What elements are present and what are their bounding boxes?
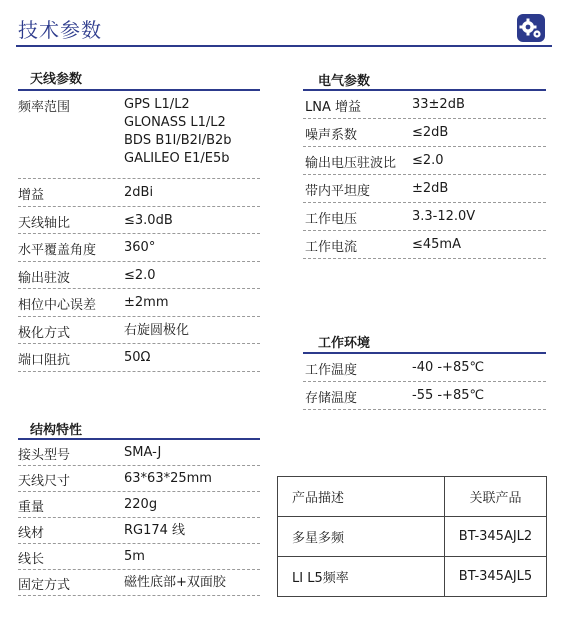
spec-row	[18, 570, 260, 596]
spec-value-line: 3.3-12.0V	[412, 209, 476, 224]
spec-value-line: GLONASS L1/L2	[124, 115, 226, 130]
page-title: 技术参数	[18, 18, 102, 42]
spec-value	[124, 574, 260, 592]
spec-row	[303, 175, 546, 203]
spec-value-line: -55 -+85℃	[412, 388, 485, 403]
spec-label: 输出电压驻波比	[305, 156, 397, 171]
spec-value	[124, 322, 260, 340]
spec-value-line: GPS L1/L2	[124, 97, 190, 112]
product-header-related: 关联产品	[445, 477, 547, 517]
spec-row	[18, 518, 260, 544]
product-model: BT-345AJL5	[445, 557, 547, 597]
product-header-description: 产品描述	[278, 477, 445, 517]
spec-value	[412, 96, 546, 114]
spec-label: 端口阻抗	[18, 353, 71, 368]
spec-row	[18, 179, 260, 207]
spec-value-line: ≤2.0	[412, 153, 444, 168]
spec-value-line: BDS B1I/B2I/B2b	[124, 133, 232, 148]
spec-row	[303, 119, 546, 147]
spec-value-line: 磁性底部+双面胶	[124, 575, 226, 590]
spec-value	[124, 184, 260, 202]
spec-value-line: ≤2dB	[412, 125, 449, 140]
spec-value	[124, 349, 260, 367]
spec-row	[303, 147, 546, 175]
spec-label: 噪声系数	[305, 128, 358, 143]
product-model: BT-345AJL2	[445, 517, 547, 557]
antenna-table	[18, 91, 260, 372]
spec-value-line: RG174 线	[124, 523, 186, 538]
spec-label: 重量	[18, 500, 45, 515]
spec-row	[18, 317, 260, 345]
spec-label: 固定方式	[18, 578, 71, 593]
spec-row	[18, 466, 260, 492]
spec-value	[412, 359, 546, 377]
product-table-header	[278, 477, 547, 517]
spec-label: 天线尺寸	[18, 474, 71, 489]
spec-label: 线长	[18, 552, 45, 567]
spec-value	[124, 294, 260, 312]
spec-value-line: ≤45mA	[412, 237, 461, 252]
spec-value-line: 63*63*25mm	[124, 471, 212, 486]
spec-label: 接头型号	[18, 448, 71, 463]
structure-section-title: 结构特性	[30, 423, 83, 438]
spec-row	[18, 207, 260, 235]
spec-value-line: ≤3.0dB	[124, 212, 173, 228]
spec-value	[412, 387, 546, 405]
spec-value-line: 33±2dB	[412, 97, 465, 112]
spec-value-line: -40 -+85℃	[412, 360, 485, 375]
spec-row	[18, 440, 260, 466]
spec-label: 带内平坦度	[305, 184, 371, 199]
spec-value	[124, 96, 260, 168]
spec-value-line: ±2dB	[412, 181, 449, 196]
spec-row	[303, 231, 546, 259]
spec-label: 频率范围	[18, 100, 71, 115]
spec-value-line: 5m	[124, 549, 145, 564]
spec-value-line: 220g	[124, 497, 158, 512]
product-row	[278, 557, 547, 597]
spec-row	[18, 344, 260, 372]
spec-row	[18, 234, 260, 262]
spec-label: 增益	[18, 188, 45, 203]
spec-row	[18, 544, 260, 570]
spec-label: 工作电流	[305, 240, 358, 255]
spec-value-line: ±2mm	[124, 295, 169, 310]
spec-row	[18, 91, 260, 179]
spec-label: 输出驻波	[18, 270, 71, 286]
spec-value	[412, 180, 546, 198]
product-description: 多星多频	[278, 517, 445, 557]
product-description: LI L5频率	[278, 557, 445, 597]
environment-table	[303, 354, 546, 410]
spec-label: 相位中心误差	[18, 298, 97, 313]
spec-value	[412, 236, 546, 254]
spec-value-line: 右旋圆极化	[124, 322, 190, 338]
spec-value	[124, 522, 260, 540]
spec-label: 线材	[18, 526, 45, 541]
product-table	[277, 476, 547, 597]
spec-value	[124, 496, 260, 514]
spec-row	[303, 354, 546, 382]
electrical-section-title: 电气参数	[318, 74, 371, 89]
spec-label: LNA 增益	[305, 100, 361, 115]
spec-row	[303, 382, 546, 410]
antenna-section-title: 天线参数	[30, 72, 83, 87]
spec-label: 工作电压	[305, 212, 358, 227]
spec-value-line: 360°	[124, 240, 156, 255]
spec-value	[412, 152, 546, 170]
spec-row	[18, 492, 260, 518]
gear-icon[interactable]	[517, 14, 545, 42]
structure-table	[18, 440, 260, 596]
spec-label: 工作温度	[305, 363, 358, 378]
spec-value-line: 50Ω	[124, 350, 151, 365]
product-row	[278, 517, 547, 557]
spec-value	[412, 208, 546, 226]
spec-row	[303, 91, 546, 119]
spec-row	[303, 203, 546, 231]
spec-value-line: SMA-J	[124, 445, 162, 460]
spec-value	[124, 548, 260, 566]
spec-value	[124, 212, 260, 230]
spec-value	[124, 267, 260, 285]
spec-row	[18, 262, 260, 290]
spec-value	[124, 470, 260, 488]
spec-value-line: ≤2.0	[124, 267, 156, 283]
spec-value-line: 2dBi	[124, 185, 154, 200]
spec-value	[124, 444, 260, 462]
spec-label: 天线轴比	[18, 215, 71, 231]
spec-label: 极化方式	[18, 325, 71, 341]
environment-section-title: 工作环境	[318, 336, 371, 351]
spec-label: 存储温度	[305, 391, 358, 406]
electrical-table	[303, 91, 546, 259]
spec-value	[412, 124, 546, 142]
spec-value-line: GALILEO E1/E5b	[124, 151, 230, 166]
spec-row	[18, 289, 260, 317]
title-rule	[16, 45, 552, 47]
spec-value	[124, 239, 260, 257]
spec-label: 水平覆盖角度	[18, 243, 97, 258]
